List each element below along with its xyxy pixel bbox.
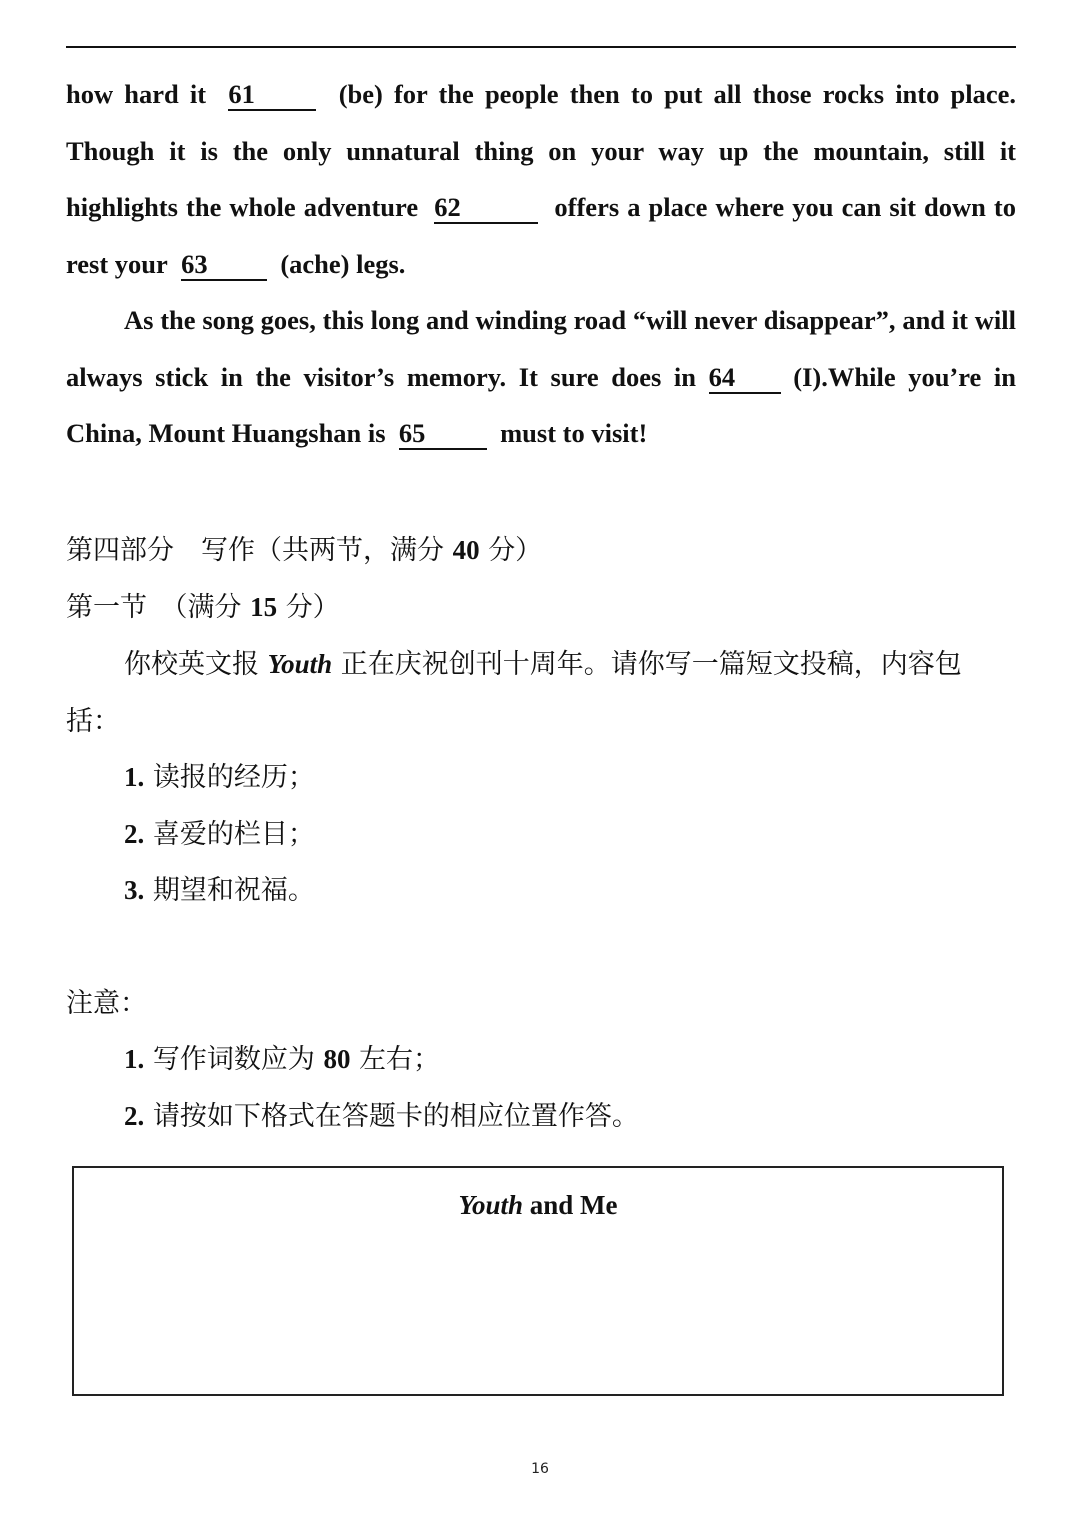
item-text: 喜爱的栏目； <box>152 819 315 850</box>
content-item-1 <box>124 755 315 794</box>
item-text: 期望和祝福。 <box>152 875 315 906</box>
passage-text: and it will always stick in the visitor’s memory. It sure does in <box>66 305 1017 392</box>
prompt-line-1 <box>124 642 962 681</box>
prompt-text: 括： <box>66 706 120 737</box>
passage-text: Though it is the only unnatural thing on your way up the mountain, still it <box>66 135 1016 166</box>
page-number: 16 <box>531 1461 549 1477</box>
passage-text: down to rest your <box>66 192 1016 279</box>
note-text: 写作词数应为 <box>152 1044 315 1075</box>
passage-paragraph-2 <box>66 292 1016 462</box>
content-item-2 <box>124 812 315 851</box>
passage-text: must to visit! <box>500 418 648 448</box>
passage-text: (I).While you’re in China, Mount Huangshan is <box>66 361 1017 448</box>
passage-text: highlights the whole adventure <box>66 192 419 222</box>
section-text: 第一节 （满分 <box>66 592 242 623</box>
blank-65: 65 <box>399 418 487 450</box>
prompt-line-2 <box>66 699 120 738</box>
content-item-3 <box>124 868 315 907</box>
title-text: and Me <box>529 1190 618 1220</box>
note-item-1 <box>124 1037 440 1076</box>
note-text: 请按如下格式在答题卡的相应位置作答。 <box>152 1101 639 1132</box>
item-number: 2. <box>124 819 145 849</box>
note-label <box>66 981 147 1020</box>
section-heading <box>66 585 340 624</box>
blank-64: 64 <box>709 362 781 394</box>
passage-text: how hard it <box>66 79 207 109</box>
note-number: 1. <box>124 1044 145 1074</box>
note-text: 左右； <box>359 1044 441 1075</box>
answer-box-title <box>74 1190 1002 1221</box>
heading-text: 第四部分 写作（共两节，满分 <box>66 535 444 566</box>
answer-box <box>72 1166 1004 1396</box>
item-text: 读报的经历； <box>152 762 315 793</box>
prompt-text: 正在庆祝创刊十周年。请你写一篇短文投稿，内容包 <box>340 649 962 680</box>
top-rule <box>66 46 1016 48</box>
blank-63: 63 <box>181 249 267 281</box>
item-number: 3. <box>124 875 145 905</box>
title-newspaper-name: Youth <box>458 1190 524 1220</box>
passage-text: (be) for the people then to put all those rocks into place. <box>338 79 1017 109</box>
passage-text: (ache) legs. <box>280 248 406 279</box>
part-heading <box>66 528 542 567</box>
blank-62: 62 <box>434 192 538 224</box>
passage-text: As the song goes, this long and winding road “will never disappear”, <box>124 305 896 335</box>
note-number: 2. <box>124 1101 145 1131</box>
heading-text: 分） <box>488 535 543 566</box>
newspaper-name: Youth <box>267 649 333 679</box>
word-count: 80 <box>323 1044 351 1074</box>
passage-text: offers a place where you can sit <box>554 192 916 222</box>
blank-61: 61 <box>228 79 316 111</box>
passage-paragraph-1 <box>66 66 1016 292</box>
section-text: 分） <box>285 592 340 623</box>
note-label-text: 注意： <box>66 988 147 1019</box>
prompt-text: 你校英文报 <box>124 649 259 680</box>
note-item-2 <box>124 1094 639 1133</box>
section-score: 15 <box>250 592 278 622</box>
item-number: 1. <box>124 762 145 792</box>
heading-score: 40 <box>452 535 480 565</box>
